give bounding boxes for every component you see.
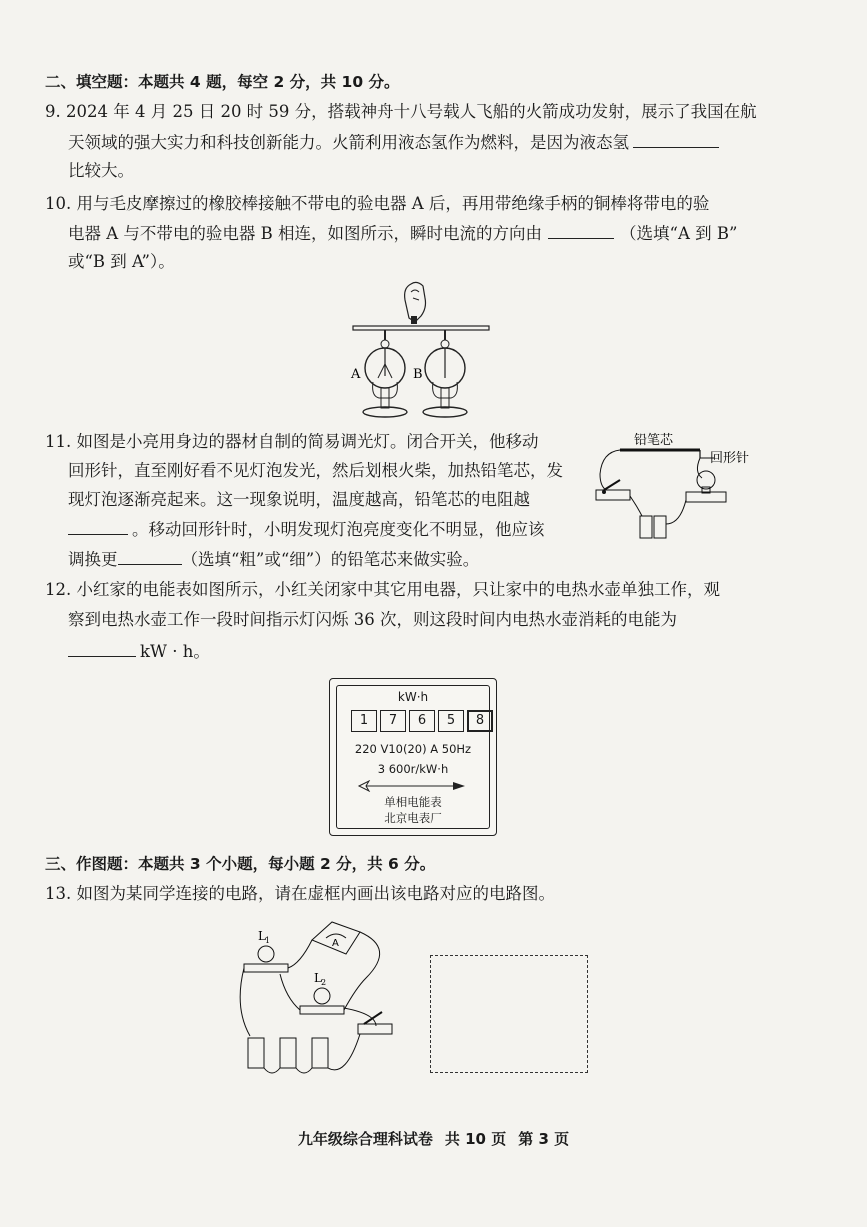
q11-line-4-text: 。移动回形针时，小明发现灯泡亮度变化不明显，他应该 — [132, 520, 545, 539]
meter-unit: kW·h — [397, 690, 429, 704]
q11-line-2: 回形针，直至刚好看不见灯泡发光，然后划根火柴，加热铅笔芯，发 — [68, 461, 563, 480]
bulb-l2 — [314, 988, 330, 1004]
q11-line-5 — [68, 548, 479, 571]
label-l2: L — [314, 971, 322, 985]
meter-digit: 6 — [409, 710, 435, 732]
label-ammeter: A — [332, 938, 339, 949]
label-a: A — [351, 367, 361, 382]
label-l2-sub: 2 — [321, 978, 327, 987]
q9-line-1: 9. 2024 年 4 月 25 日 20 时 59 分，搭载神舟十八号载人飞船的火箭成功发射，展示了我国在航 — [45, 102, 757, 121]
q10-line-3: 或“B 到 A”）。 — [68, 252, 175, 271]
q9-answer-blank[interactable] — [633, 131, 719, 148]
circuit-diagram-answer-box[interactable] — [430, 955, 588, 1073]
q11-line-4 — [68, 518, 545, 541]
paper-clip-label: 回形针 — [710, 451, 750, 466]
meter-digit: 7 — [380, 710, 406, 732]
bulb-l1 — [258, 946, 274, 962]
meter-digit-decimal: 8 — [467, 710, 493, 732]
page-footer — [0, 1128, 867, 1149]
q10-line-2-tail: （选填“A 到 B” — [620, 224, 738, 243]
q9-line-2-text: 天领域的强大实力和科技创新能力。火箭利用液态氢作为燃料，是因为液态氢 — [68, 133, 629, 152]
electroscope-figure — [345, 278, 495, 424]
meter-maker: 北京电表厂 — [384, 811, 442, 825]
q13-line-1: 13. 如图为某同学连接的电路，请在虚框内画出该电路对应的电路图。 — [45, 884, 555, 903]
q11-line-5-text: 调换更 — [68, 550, 118, 569]
dimmer-lamp-figure — [590, 428, 765, 548]
footer-total: 共 10 页 — [444, 1130, 507, 1148]
meter-digit: 5 — [438, 710, 464, 732]
battery — [248, 1038, 264, 1068]
meter-digits — [351, 710, 496, 732]
meter-digit: 1 — [351, 710, 377, 732]
section-2-heading: 二、填空题：本题共 4 题，每空 2 分，共 10 分。 — [45, 73, 400, 91]
meter-constant: 3 600r/kW·h — [377, 762, 449, 776]
section-3-heading: 三、作图题：本题共 3 个小题，每小题 2 分，共 6 分。 — [45, 855, 436, 873]
energy-meter — [329, 678, 497, 836]
q11-answer-blank-2[interactable] — [118, 548, 182, 565]
q12-line-2: 察到电热水壶工作一段时间指示灯闪烁 36 次，则这段时间内电热水壶消耗的电能为 — [68, 610, 677, 629]
q12-answer-blank[interactable] — [68, 640, 136, 657]
label-l1-sub: 1 — [265, 936, 271, 945]
pencil-lead-label: 铅笔芯 — [634, 433, 674, 448]
q11-answer-blank-1[interactable] — [68, 518, 128, 535]
q12-line-3 — [68, 640, 210, 663]
q10-line-1: 10. 用与毛皮摩擦过的橡胶棒接触不带电的验电器 A 后，再用带绝缘手柄的铜棒将带电的验 — [45, 194, 710, 213]
q10-line-2-text: 电器 A 与不带电的验电器 B 相连，如图所示，瞬时电流的方向由 — [68, 224, 543, 243]
label-b: B — [413, 367, 423, 382]
q9-line-3: 比较大。 — [68, 161, 134, 180]
q11-line-1: 11. 如图是小亮用身边的器材自制的简易调光灯。闭合开关，他移动 — [45, 432, 539, 451]
q12-unit: kW · h。 — [140, 642, 210, 661]
switch — [358, 1024, 392, 1034]
battery — [280, 1038, 296, 1068]
q11-line-5-tail: （选填“粗”或“细”）的铅笔芯来做实验。 — [181, 550, 480, 569]
footer-title: 九年级综合理科试卷 — [297, 1130, 433, 1148]
q10-line-2 — [68, 222, 737, 245]
label-l1: L — [258, 929, 266, 943]
battery — [312, 1038, 328, 1068]
meter-name: 单相电能表 — [384, 795, 442, 809]
energy-meter-panel — [336, 685, 490, 829]
meter-disc-arrow-icon — [357, 780, 469, 792]
q9-line-2 — [68, 131, 719, 154]
q12-line-1: 12. 小红家的电能表如图所示，小红关闭家中其它用电器，只让家中的电热水壶单独工作，观 — [45, 580, 720, 599]
q10-answer-blank[interactable] — [548, 222, 614, 239]
q11-line-3: 现灯泡逐渐亮起来。这一现象说明，温度越高，铅笔芯的电阻越 — [68, 490, 530, 509]
footer-page: 第 3 页 — [518, 1130, 570, 1148]
meter-rating: 220 V10(20) A 50Hz — [354, 742, 472, 756]
circuit-figure — [236, 918, 406, 1074]
